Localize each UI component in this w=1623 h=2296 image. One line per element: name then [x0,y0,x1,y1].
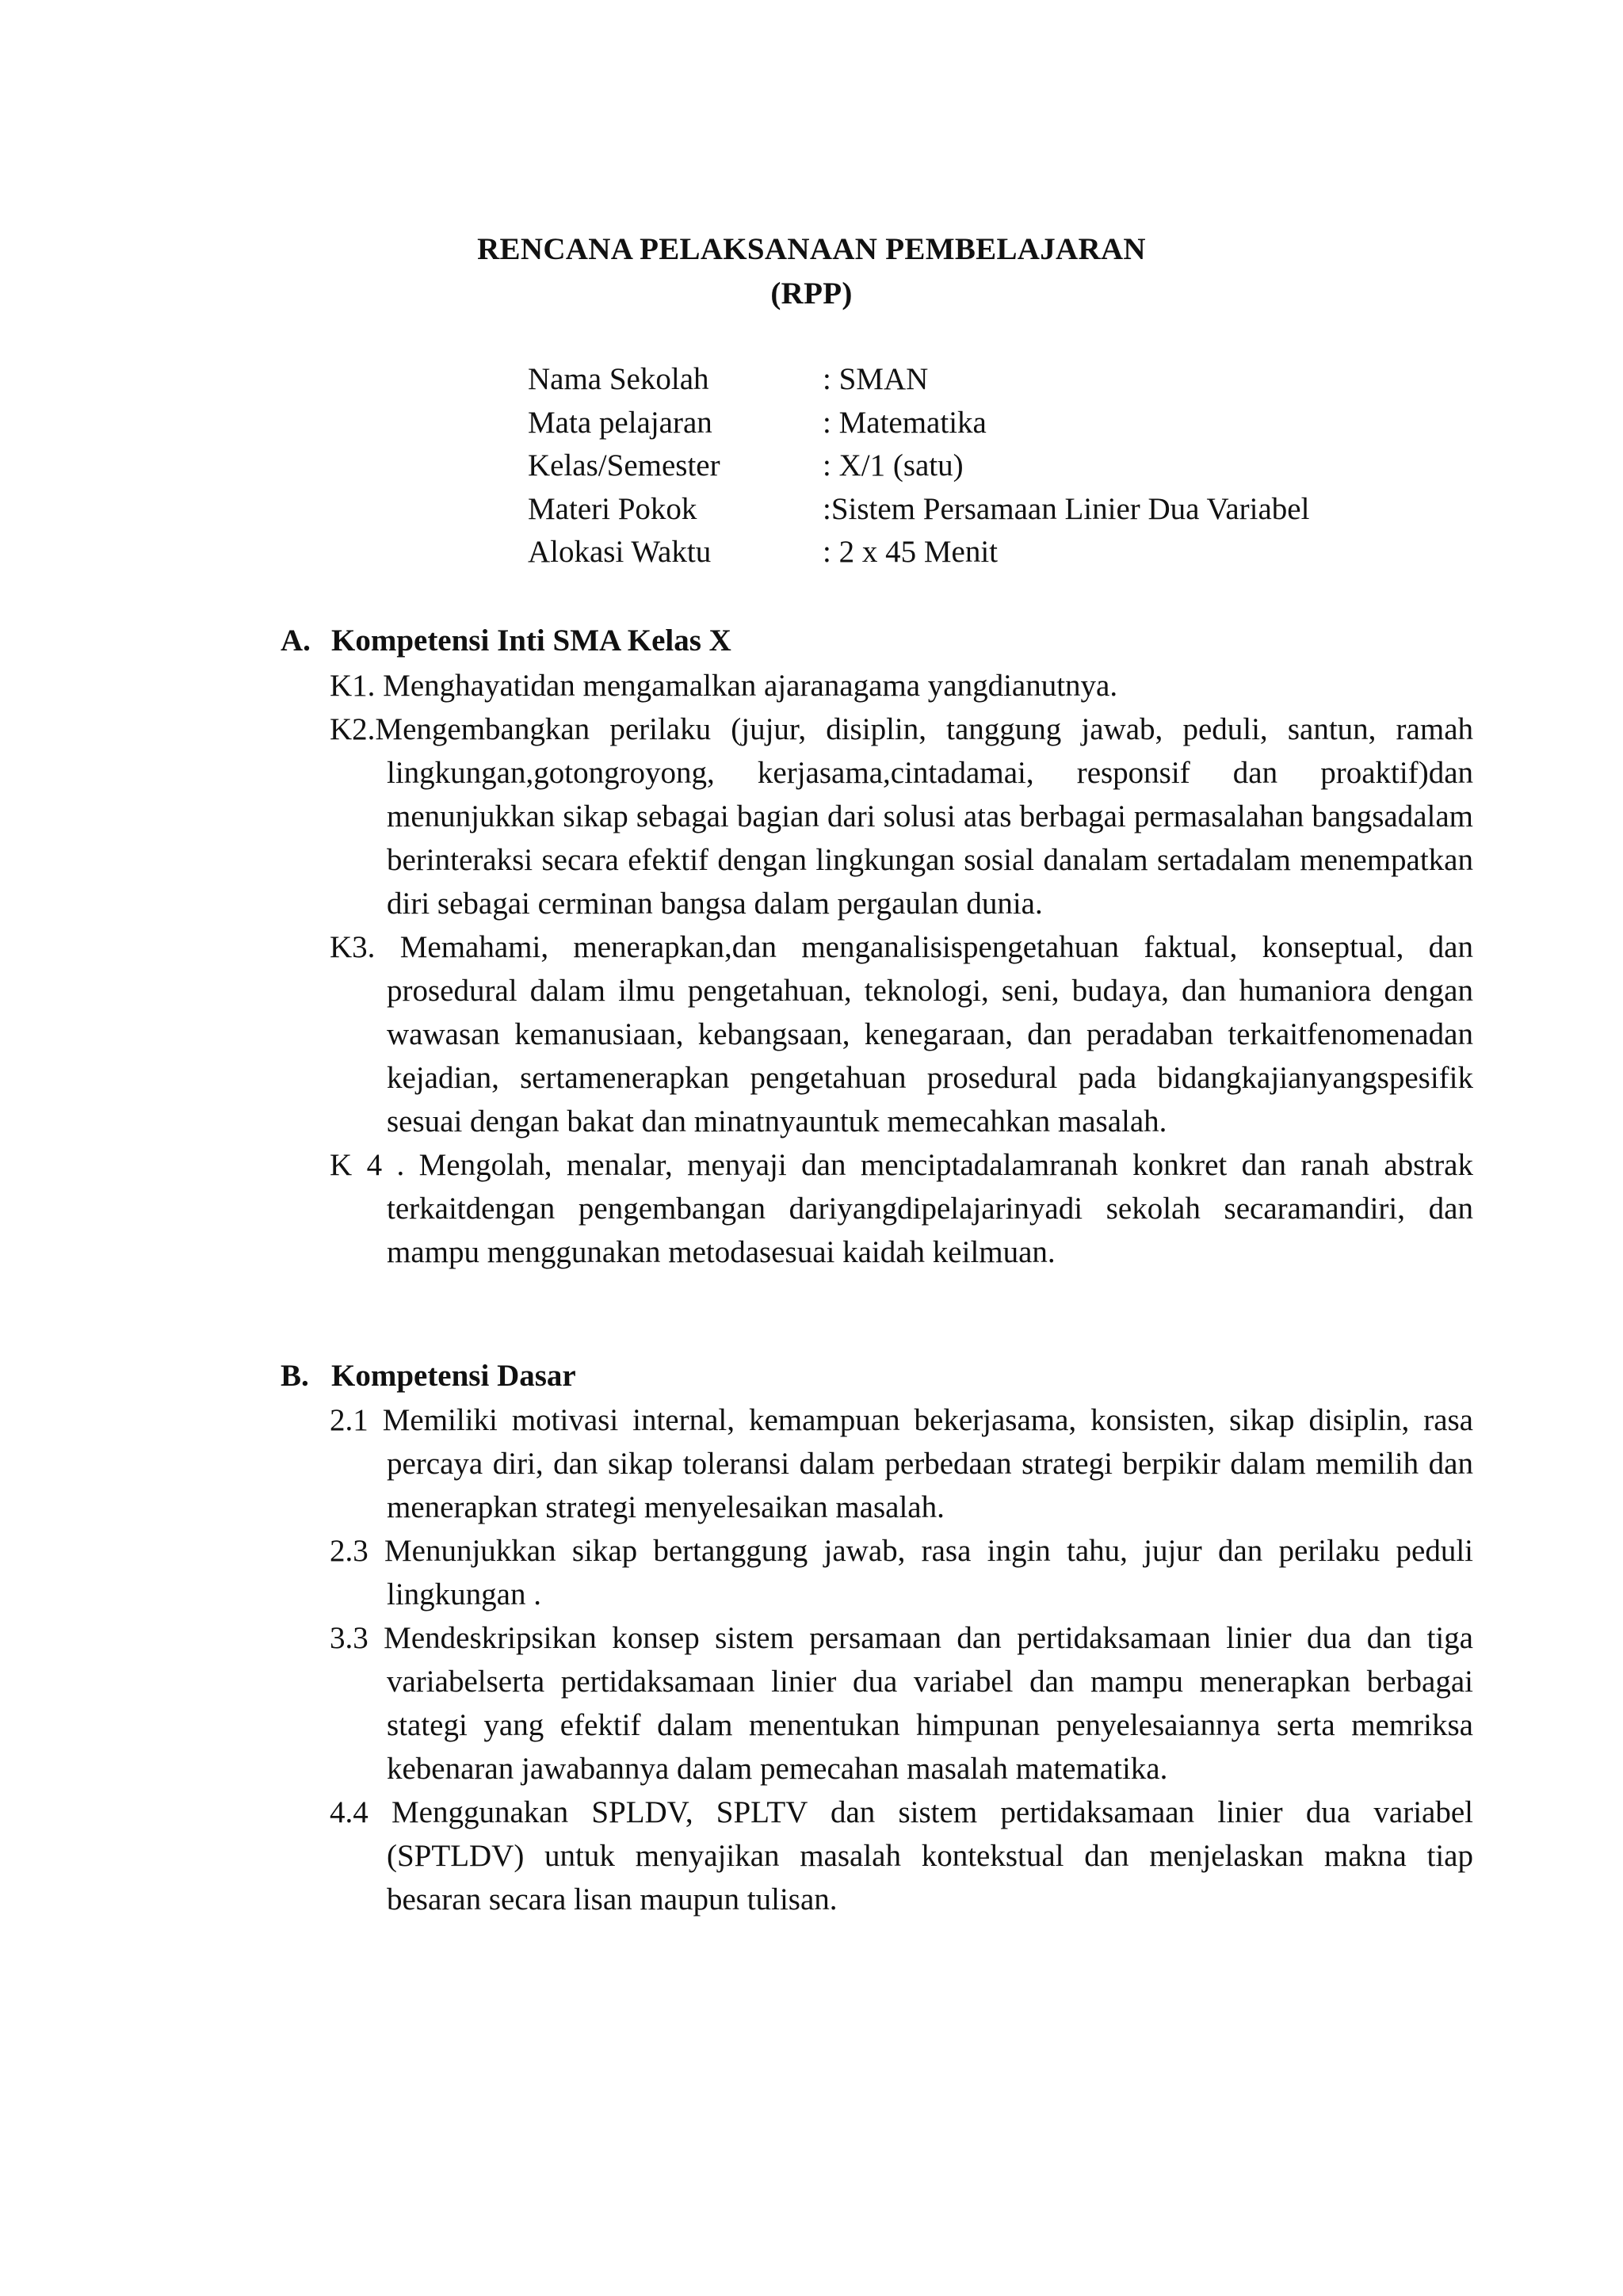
info-value: : SMAN [823,362,929,396]
list-item: K 4 . Mengolah, menalar, menyaji dan menciptadalamranah konkret dan ranah abstrak terkaitdengan pengembangan dariyangdipelajarinyadi sekolah secaramandiri, dan mampu menggunakan metodasesuai kaidah keilmuan. [330,1148,1473,1269]
list-item: K2.Mengembangkan perilaku (jujur, disiplin, tanggung jawab, peduli, santun, ramah lingkungan,gotongroyong, kerjasama,cintadamai, responsif dan proaktif)dan menunjukkan sikap sebagai bagian dari solusi atas berbagai permasalahan bangsadalam berinteraksi secara efektif dengan lingkungan sosial danalam sertadalam menempatkan diri sebagai cerminan bangsa dalam pergaulan dunia. [330,712,1473,921]
info-label: Nama Sekolah [528,362,709,396]
info-row [528,402,1309,445]
info-label: Kelas/Semester [528,448,720,482]
section-letter: A. [281,624,311,658]
identity-table [528,358,1309,574]
section-a-heading [281,620,731,662]
section-letter: B. [281,1359,309,1393]
section-b-list [330,1398,1473,1921]
info-value: : X/1 (satu) [823,448,964,482]
list-item: 2.1 Memiliki motivasi internal, kemampuan bekerjasama, konsisten, sikap disiplin, rasa percaya diri, dan sikap toleransi dalam perbedaan strategi berpikir dalam memilih dan menerapkan strategi menyelesaikan masalah. [330,1403,1473,1524]
list-item: K3. Memahami, menerapkan,dan menganalisispengetahuan faktual, konseptual, dan prosedural dalam ilmu pengetahuan, teknologi, seni, budaya, dan humaniora dengan wawasan kemanusiaan, kebangsaan, kenegaraan, dan peradaban terkaitfenomenadan kejadian, sertamenerapkan pengetahuan prosedural pada bidangkajianyangspesifik sesuai dengan bakat dan minatnyauntuk memecahkan masalah. [330,930,1473,1138]
info-value: :Sistem Persamaan Linier Dua Variabel [823,491,1310,526]
list-item: 3.3 Mendeskripsikan konsep sistem persamaan dan pertidaksamaan linier dua dan tiga variabelserta pertidaksamaan linier dua variabel dan mampu menerapkan berbagai stategi yang efektif dalam menentukan himpunan penyelesaiannya serta memriksa kebenaran jawabannya dalam pemecahan masalah matematika. [330,1621,1473,1786]
info-row [528,488,1309,532]
info-value: : Matematika [823,405,987,440]
document-title: RENCANA PELAKSANAAN PEMBELAJARAN [477,232,1146,266]
section-title: Kompetensi Dasar [331,1359,576,1393]
list-item: 2.3 Menunjukkan sikap bertanggung jawab, rasa ingin tahu, jujur dan perilaku peduli lingkungan . [330,1534,1473,1611]
info-label: Materi Pokok [528,491,697,526]
info-row [528,358,1309,402]
section-title: Kompetensi Inti SMA Kelas X [331,624,731,658]
list-item: 4.4 Menggunakan SPLDV, SPLTV dan sistem pertidaksamaan linier dua variabel (SPTLDV) untuk menyajikan masalah kontekstual dan menjelaskan makna tiap besaran secara lisan maupun tulisan. [330,1795,1473,1917]
info-label: Alokasi Waktu [528,535,712,569]
document-subtitle: (RPP) [770,277,853,311]
section-a-list [330,664,1473,1274]
info-row [528,444,1309,488]
info-value: : 2 x 45 Menit [823,535,998,569]
list-item: K1. Menghayatidan mengamalkan ajaranagama yangdianutnya. [330,669,1118,703]
section-b-heading [281,1355,576,1398]
info-label: Mata pelajaran [528,405,712,440]
info-row [528,531,1309,574]
